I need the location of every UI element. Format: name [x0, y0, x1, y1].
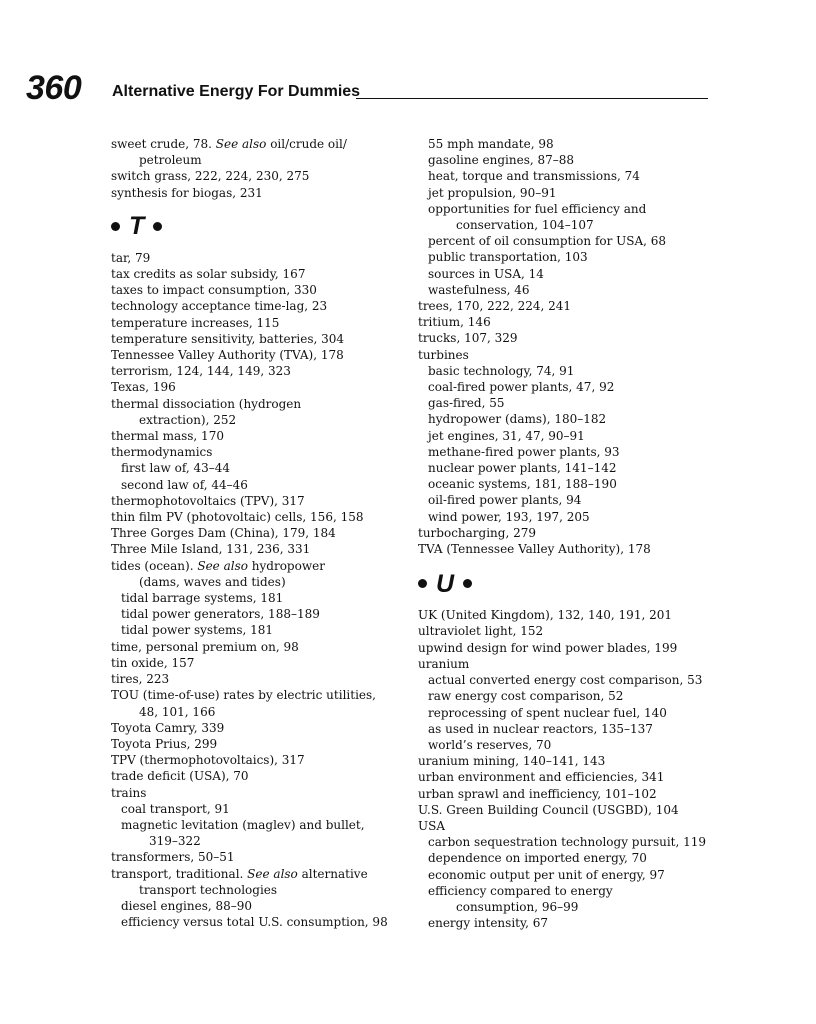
entry-text: consumption, 96–99: [456, 899, 579, 914]
index-subentry: [418, 266, 718, 282]
entry-text: thin film PV (photovoltaic) cells, 156, 158: [111, 510, 364, 525]
entry-text: urban sprawl and inefficiency, 101–102: [418, 786, 657, 801]
index-entry: [418, 623, 718, 639]
entry-text: energy intensity, 67: [428, 916, 549, 931]
index-subentry: [418, 411, 718, 427]
index-subentry: [418, 395, 718, 411]
index-subentry: [418, 444, 718, 460]
entry-text: magnetic levitation (maglev) and bullet,: [121, 817, 365, 832]
index-entry: [418, 656, 718, 672]
index-subentry: [418, 460, 718, 476]
entry-text: time, personal premium on, 98: [111, 639, 299, 654]
entry-text: tidal barrage systems, 181: [121, 591, 284, 606]
index-entry: [111, 558, 411, 574]
section-heading-t: [111, 210, 411, 242]
index-subentry: [418, 185, 718, 201]
index-subentry: [418, 492, 718, 508]
index-subentry: [111, 817, 411, 833]
cross-reference-label: See also: [215, 137, 267, 151]
entry-text: Three Mile Island, 131, 236, 331: [111, 542, 311, 557]
index-entry: [111, 639, 411, 655]
index-entry: [111, 525, 411, 541]
entry-text: thermophotovoltaics (TPV), 317: [111, 493, 305, 508]
index-subentry: [111, 622, 411, 638]
index-subentry: [418, 705, 718, 721]
index-subentry: [111, 801, 411, 817]
cross-reference-label: See also: [247, 866, 298, 881]
entry-text: opportunities for fuel efficiency and: [428, 201, 647, 216]
entry-text: Toyota Prius, 299: [111, 736, 218, 751]
index-entry: [418, 607, 718, 623]
index-entry: [418, 217, 718, 233]
entry-text: trains: [111, 785, 147, 800]
entry-text: oceanic systems, 181, 188–190: [428, 477, 617, 492]
section-letter: U: [436, 569, 455, 598]
index-entry: [418, 786, 718, 802]
entry-text: world’s reserves, 70: [428, 737, 552, 752]
index-entry: [418, 298, 718, 314]
index-entry: [418, 769, 718, 785]
entry-text: tin oxide, 157: [111, 655, 195, 670]
entry-text: thermal mass, 170: [111, 429, 224, 444]
index-entry: [111, 250, 411, 266]
index-subentry: [418, 721, 718, 737]
entry-text: switch grass, 222, 224, 230, 275: [111, 169, 310, 184]
cross-reference-label: See also: [197, 558, 248, 573]
index-subentry: [418, 688, 718, 704]
index-entry: [111, 168, 411, 184]
index-entry: [111, 671, 411, 687]
index-entry: [111, 655, 411, 671]
entry-text: tires, 223: [111, 672, 170, 687]
entry-text: petroleum: [139, 153, 202, 168]
index-subentry: [418, 672, 718, 688]
entry-text: 48, 101, 166: [139, 704, 216, 719]
index-entry: [111, 882, 411, 898]
index-entry: [111, 574, 411, 590]
index-column-right: [418, 136, 718, 931]
entry-text: temperature sensitivity, batteries, 304: [111, 331, 345, 346]
entry-text: thermal dissociation (hydrogen: [111, 396, 302, 411]
entry-text: heat, torque and transmissions, 74: [428, 169, 640, 184]
index-entry: [111, 785, 411, 801]
entry-text: 55 mph mandate, 98: [428, 137, 554, 151]
entry-text: economic output per unit of energy, 97: [428, 867, 665, 882]
index-subentry: [111, 460, 411, 476]
entry-list: [418, 136, 718, 557]
entry-text: Three Gorges Dam (China), 179, 184: [111, 526, 336, 541]
index-subentry: [111, 898, 411, 914]
index-entry: [111, 736, 411, 752]
index-subentry: [418, 883, 718, 899]
index-entry: [111, 363, 411, 379]
entry-text: nuclear power plants, 141–142: [428, 461, 617, 476]
section-letter: T: [129, 212, 145, 241]
entry-text: thermodynamics: [111, 445, 213, 460]
entry-text: technology acceptance time-lag, 23: [111, 299, 328, 314]
entry-text: gas-fired, 55: [428, 396, 505, 411]
entry-text: alternative: [297, 866, 368, 881]
index-entry: [111, 704, 411, 720]
entry-text: diesel engines, 88–90: [121, 898, 253, 913]
entry-text: first law of, 43–44: [121, 461, 231, 476]
entry-text: carbon sequestration technology pursuit, 119: [428, 835, 707, 850]
entry-text: synthesis for biogas, 231: [111, 185, 263, 200]
entry-text: upwind design for wind power blades, 199: [418, 640, 678, 655]
entry-text: tritium, 146: [418, 315, 491, 330]
entry-text: efficiency compared to energy: [428, 883, 613, 898]
entry-text: hydropower: [247, 558, 325, 573]
index-entry: [111, 185, 411, 201]
entry-text: turbines: [418, 347, 469, 362]
entry-text: USA: [418, 818, 445, 833]
index-entry: [111, 687, 411, 703]
entry-text: hydropower (dams), 180–182: [428, 412, 607, 427]
entry-text: second law of, 44–46: [121, 477, 248, 492]
index-subentry: [418, 850, 718, 866]
entry-text: basic technology, 74, 91: [428, 363, 575, 378]
entry-text: trees, 170, 222, 224, 241: [418, 299, 572, 314]
entry-text: transport, traditional.: [111, 866, 248, 881]
section-heading-u: [418, 567, 718, 599]
entry-text: wastefulness, 46: [428, 282, 530, 297]
index-entry: [111, 768, 411, 784]
entry-text: uranium: [418, 656, 470, 671]
entry-text: jet engines, 31, 47, 90–91: [428, 428, 585, 443]
index-entry: [111, 493, 411, 509]
entry-text: jet propulsion, 90–91: [428, 185, 557, 200]
index-subentry: [418, 915, 718, 931]
page-header: [26, 70, 708, 106]
index-entry: [418, 330, 718, 346]
entry-text: efficiency versus total U.S. consumption, 98: [121, 915, 388, 930]
entry-list: [111, 136, 411, 201]
entry-text: oil-fired power plants, 94: [428, 493, 582, 508]
entry-text: transport technologies: [139, 882, 278, 897]
index-entry: [418, 640, 718, 656]
entry-text: trucks, 107, 329: [418, 331, 518, 346]
index-entry: [418, 541, 718, 557]
entry-text: UK (United Kingdom), 132, 140, 191, 201: [418, 608, 672, 623]
entry-text: percent of oil consumption for USA, 68: [428, 234, 667, 249]
index-subentry: [111, 477, 411, 493]
index-subentry: [418, 737, 718, 753]
entry-text: wind power, 193, 197, 205: [428, 509, 590, 524]
index-entry: [111, 152, 411, 168]
entry-text: urban environment and efficiencies, 341: [418, 770, 665, 785]
entry-text: temperature increases, 115: [111, 315, 280, 330]
index-entry: [418, 802, 718, 818]
index-entry: [111, 396, 411, 412]
bullet-icon: [153, 222, 162, 231]
entry-text: conservation, 104–107: [456, 218, 594, 233]
index-subentry: [418, 201, 718, 217]
index-subentry: [111, 606, 411, 622]
index-entry: [111, 833, 411, 849]
index-entry: [111, 541, 411, 557]
entry-text: coal transport, 91: [121, 801, 230, 816]
header-rule: [356, 98, 708, 99]
entry-text: TOU (time-of-use) rates by electric utilities,: [111, 688, 376, 703]
bullet-icon: [111, 222, 120, 231]
index-subentry: [418, 379, 718, 395]
entry-text: tax credits as solar subsidy, 167: [111, 267, 306, 282]
entry-text: sources in USA, 14: [428, 266, 544, 281]
entry-text: 319–322: [149, 834, 201, 849]
entry-text: transformers, 50–51: [111, 850, 235, 865]
index-subentry: [418, 136, 718, 152]
index-entry: [111, 266, 411, 282]
entry-text: trade deficit (USA), 70: [111, 769, 249, 784]
index-entry: [111, 331, 411, 347]
bullet-icon: [463, 579, 472, 588]
entry-text: ultraviolet light, 152: [418, 624, 544, 639]
index-entry: [418, 314, 718, 330]
entry-text: gasoline engines, 87–88: [428, 153, 575, 168]
entry-text: U.S. Green Building Council (USGBD), 104: [418, 802, 679, 817]
index-entry: [418, 525, 718, 541]
entry-text: Tennessee Valley Authority (TVA), 178: [111, 348, 344, 363]
entry-text: tidal power generators, 188–189: [121, 607, 320, 622]
entry-list: [418, 607, 718, 931]
entry-text: as used in nuclear reactors, 135–137: [428, 721, 653, 736]
index-entry: [111, 315, 411, 331]
index-entry: [111, 347, 411, 363]
entry-text: uranium mining, 140–141, 143: [418, 754, 606, 769]
entry-text: turbocharging, 279: [418, 525, 536, 540]
index-subentry: [418, 233, 718, 249]
index-subentry: [418, 834, 718, 850]
entry-text: actual converted energy cost comparison, 53: [428, 673, 703, 688]
index-entry: [418, 899, 718, 915]
index-subentry: [418, 282, 718, 298]
entry-text: methane-fired power plants, 93: [428, 444, 620, 459]
index-entry: [111, 298, 411, 314]
entry-text: public transportation, 103: [428, 250, 588, 265]
index-entry: [111, 849, 411, 865]
entry-text: sweet crude, 78.: [111, 137, 216, 151]
entry-text: reprocessing of spent nuclear fuel, 140: [428, 705, 667, 720]
entry-text: Toyota Camry, 339: [111, 720, 225, 735]
entry-text: extraction), 252: [139, 412, 237, 427]
entry-text: oil/crude oil/: [266, 137, 347, 151]
entry-text: terrorism, 124, 144, 149, 323: [111, 364, 291, 379]
index-entry: [111, 752, 411, 768]
index-subentry: [418, 867, 718, 883]
index-column-left: [111, 136, 411, 930]
entry-list: [111, 250, 411, 931]
index-subentry: [418, 476, 718, 492]
entry-text: raw energy cost comparison, 52: [428, 689, 624, 704]
index-entry: [111, 412, 411, 428]
index-subentry: [418, 249, 718, 265]
bullet-icon: [418, 579, 427, 588]
entry-text: tar, 79: [111, 250, 151, 265]
index-subentry: [418, 168, 718, 184]
entry-text: tides (ocean).: [111, 558, 198, 573]
page-number: 360: [26, 69, 82, 107]
index-entry: [111, 136, 411, 152]
index-subentry: [418, 152, 718, 168]
index-entry: [418, 347, 718, 363]
running-title: Alternative Energy For Dummies: [112, 83, 361, 100]
index-entry: [111, 720, 411, 736]
entry-text: taxes to impact consumption, 330: [111, 283, 317, 298]
entry-text: dependence on imported energy, 70: [428, 851, 647, 866]
index-entry: [418, 818, 718, 834]
index-entry: [111, 379, 411, 395]
index-entry: [111, 866, 411, 882]
index-entry: [111, 509, 411, 525]
index-entry: [111, 428, 411, 444]
entry-text: Texas, 196: [111, 380, 176, 395]
index-entry: [418, 753, 718, 769]
index-subentry: [111, 914, 411, 930]
entry-text: coal-fired power plants, 47, 92: [428, 380, 615, 395]
index-subentry: [418, 428, 718, 444]
entry-text: (dams, waves and tides): [139, 574, 286, 589]
entry-text: TPV (thermophotovoltaics), 317: [111, 753, 305, 768]
index-entry: [111, 282, 411, 298]
entry-text: TVA (Tennessee Valley Authority), 178: [418, 542, 651, 557]
index-entry: [111, 444, 411, 460]
entry-text: tidal power systems, 181: [121, 623, 274, 638]
index-subentry: [418, 509, 718, 525]
index-subentry: [418, 363, 718, 379]
index-subentry: [111, 590, 411, 606]
